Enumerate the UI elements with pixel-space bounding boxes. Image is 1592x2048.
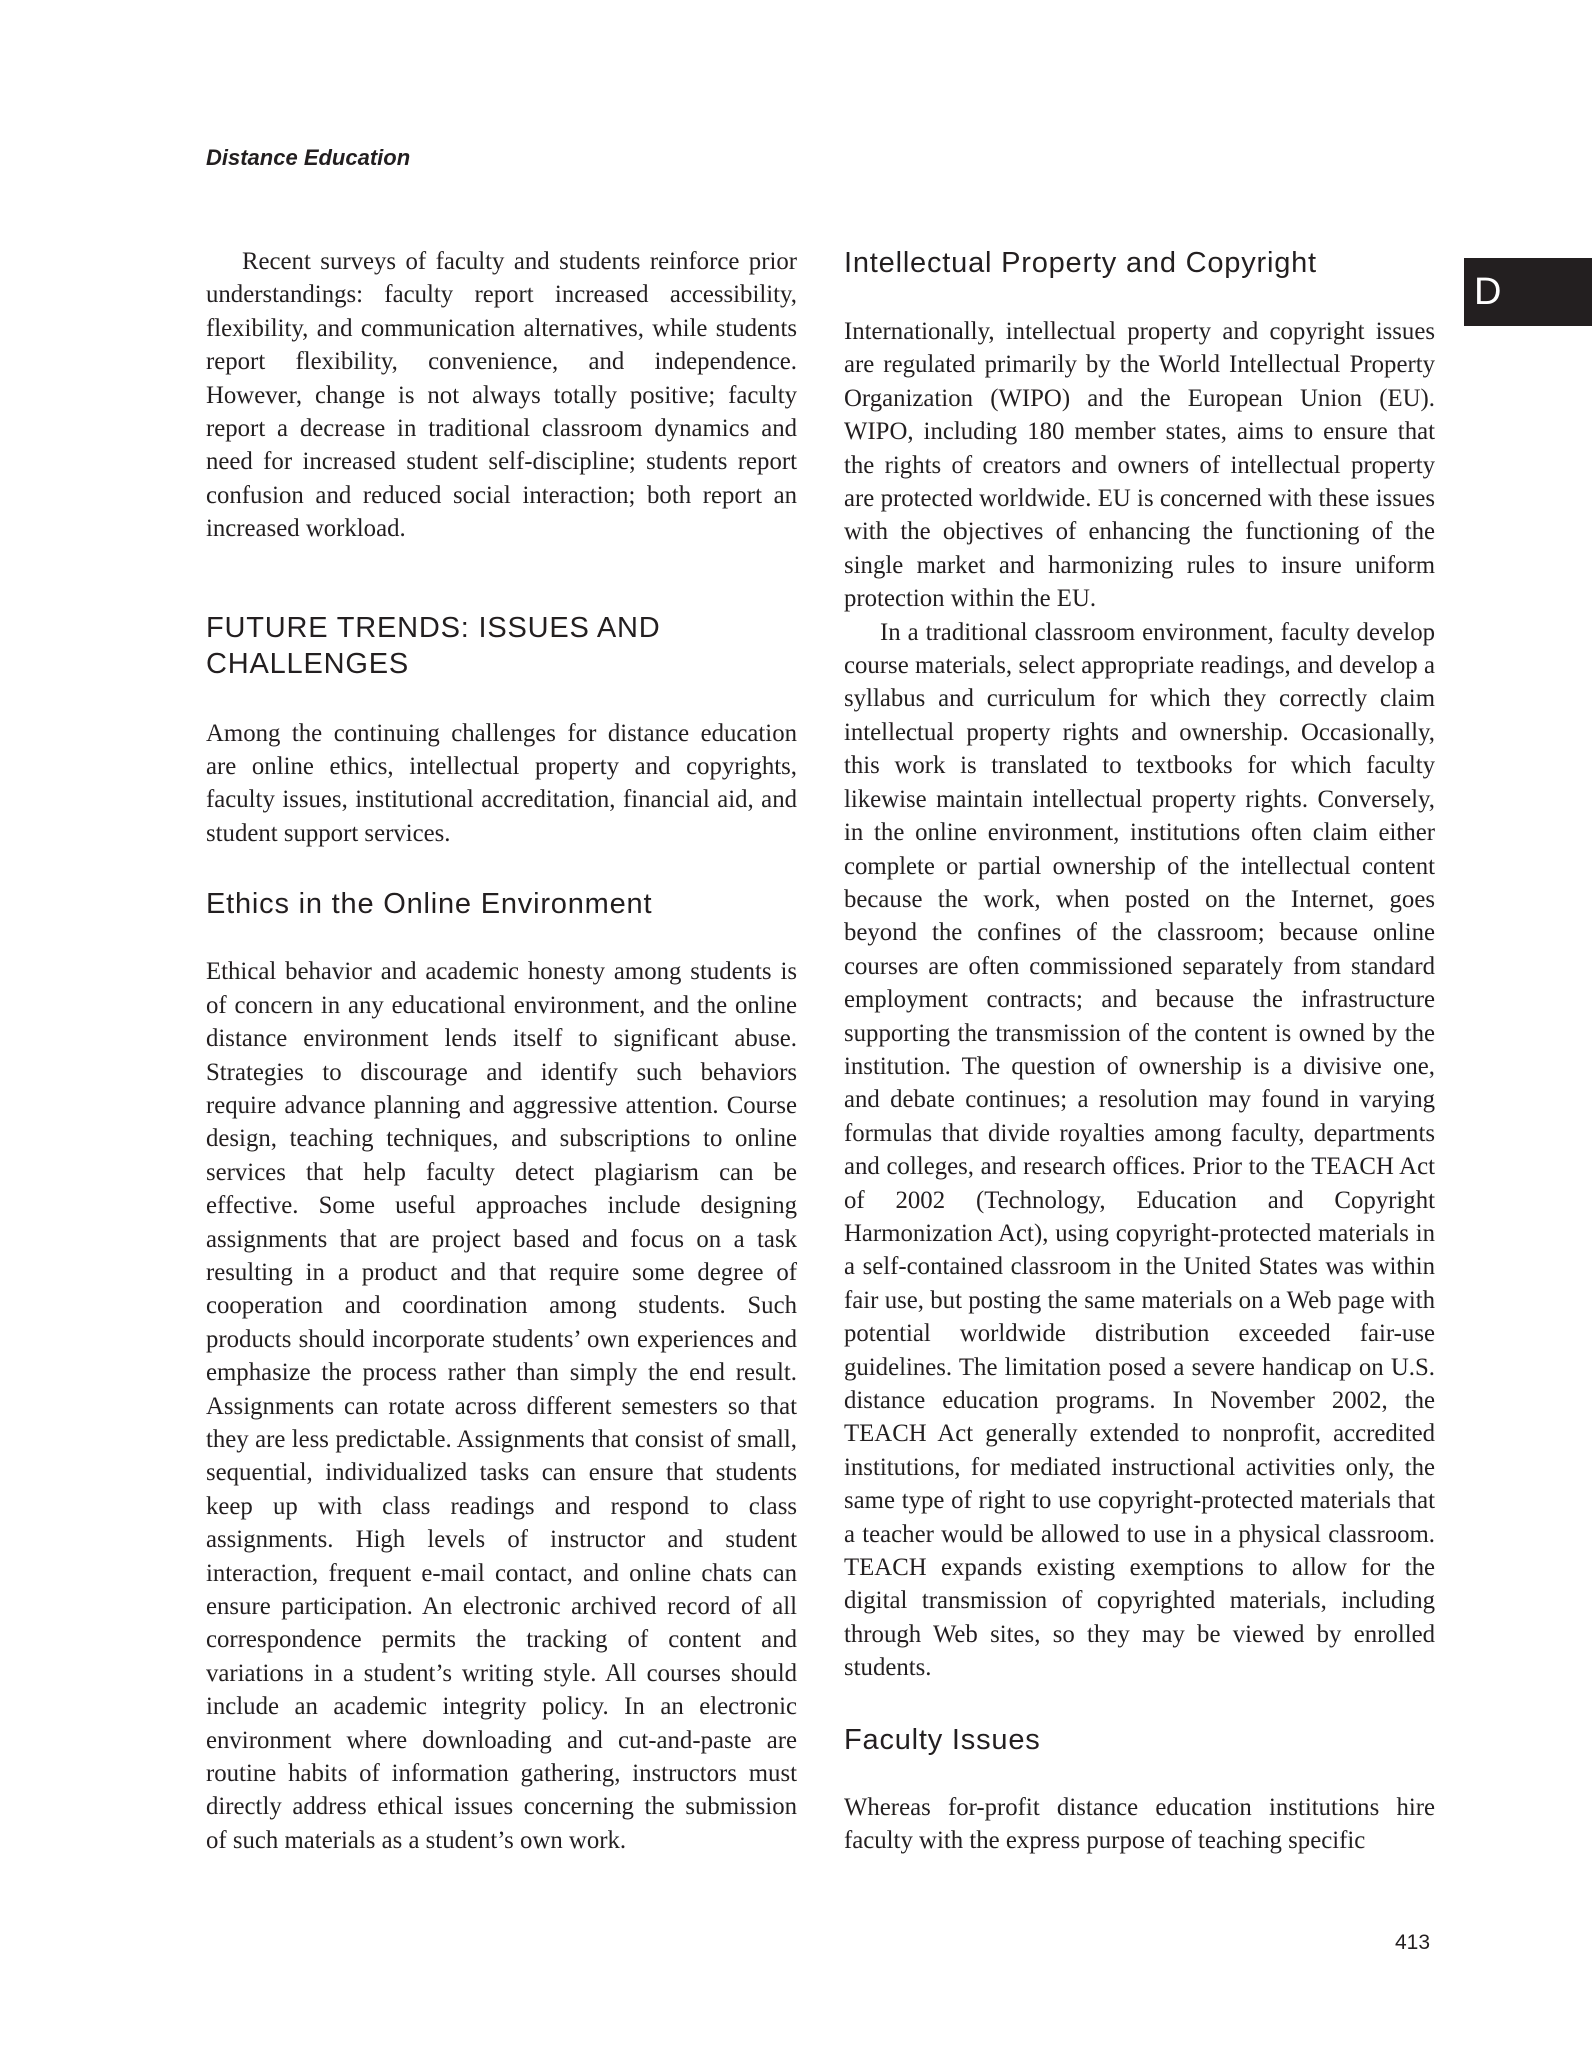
left-column [206, 245, 797, 1857]
running-head: Distance Education [206, 145, 411, 170]
paragraph-ownership: In a traditional classroom environment, faculty develop course materials, select appropriate readings, and develop a syllabus and curriculum for which they correctly claim intellectual property rights and ownership. Occasionally, this work is translated to textbooks for which faculty likewise maintain intellectual property rights. Conversely, in the online environment, institutions often claim either complete or partial ownership of the intellectual content because the work, when posted on the Internet, goes beyond the confines of the classroom; because online courses are often commissioned separately from standard employment contracts; and because the infrastructure supporting the transmission of the content is owned by the institution. The question of ownership is a divisive one, and debate continues; a resolution may found in varying formulas that divide royalties among faculty, departments and colleges, and research offices. Prior to the TEACH Act of 2002 (Technology, Education and Copyright Harmonization Act), using copyright-protected materials in a self-contained classroom in the United States was within fair use, but posting the same materials on a Web page with potential worldwide distribution exceeded fair-use guidelines. The limitation posed a severe handicap on U.S. distance education programs. In November 2002, the TEACH Act generally extended to nonprofit, accredited institutions, for mediated instructional activities only, the same type of right to use copyright-protected materials that a teacher would be allowed to use in a physical classroom. TEACH expands existing exemptions to allow for the digital transmission of copyrighted materials, including through Web sites, so they may be viewed by enrolled students. [844, 618, 1435, 1682]
paragraph-surveys: Recent surveys of faculty and students reinforce prior understandings: faculty report increased accessibility, flexibility, and communication alternatives, while students report flexibility, convenience, and independence. However, change is not always totally positive; faculty report a decrease in traditional classroom dynamics and need for increased student self-discipline; students report confusion and reduced social interaction; both report an increased workload. [206, 248, 797, 543]
paragraph-wipo: Internationally, intellectual property and copyright issues are regulated primarily by the World Intellectual Property Organization (WIPO) and the European Union (EU). WIPO, including 180 member states, aims to ensure that the rights of creators and owners of intellectual property are protected worldwide. EU is concerned with these issues with the objectives of enhancing the functioning of the single market and harmonizing rules to insure uniform protection within the EU. [844, 318, 1435, 613]
heading-faculty-issues: Faculty Issues [844, 1723, 1041, 1756]
heading-ethics-online: Ethics in the Online Environment [206, 888, 653, 921]
right-column [844, 245, 1435, 1857]
paragraph-ethics: Ethical behavior and academic honesty among students is of concern in any educational environment, and the online distance environment lends itself to significant abuse. Strategies to discourage and identify such behaviors require advance planning and aggressive attention. Course design, teaching techniques, and subscriptions to online services that help faculty detect plagiarism can be effective. Some useful approaches include designing assignments that are project based and focus on a task resulting in a product and that require some degree of cooperation and coordination among students. Such products should incorporate students’ own experiences and emphasize the process rather than simply the end result. Assignments can rotate across different semesters so that they are less predictable. Assignments that consist of small, sequential, individualized tasks can ensure that students keep up with class readings and respond to class assignments. High levels of instructor and student interaction, frequent e-mail contact, and online chats can ensure participation. An electronic archived record of all correspondence permits the tracking of content and variations in a student’s writing style. All courses should include an academic integrity policy. In an electronic environment where downloading and cut-and-paste are routine habits of information gathering, instructors must directly address ethical issues concerning the submission of such materials as a student’s own work. [206, 958, 797, 1854]
paragraph-challenges: Among the continuing challenges for distance education are online ethics, intellectual property and copyrights, faculty issues, institutional accreditation, financial aid, and student support services. [206, 719, 797, 847]
paragraph-faculty: Whereas for-profit distance education institutions hire faculty with the express purpose of teaching specific [844, 1793, 1435, 1855]
section-thumb-tab: D [1464, 258, 1592, 326]
page-number: 413 [1395, 1931, 1431, 1954]
heading-future-trends: FUTURE TRENDS: ISSUES AND CHALLENGES [206, 611, 661, 680]
heading-intellectual-property: Intellectual Property and Copyright [844, 247, 1317, 279]
